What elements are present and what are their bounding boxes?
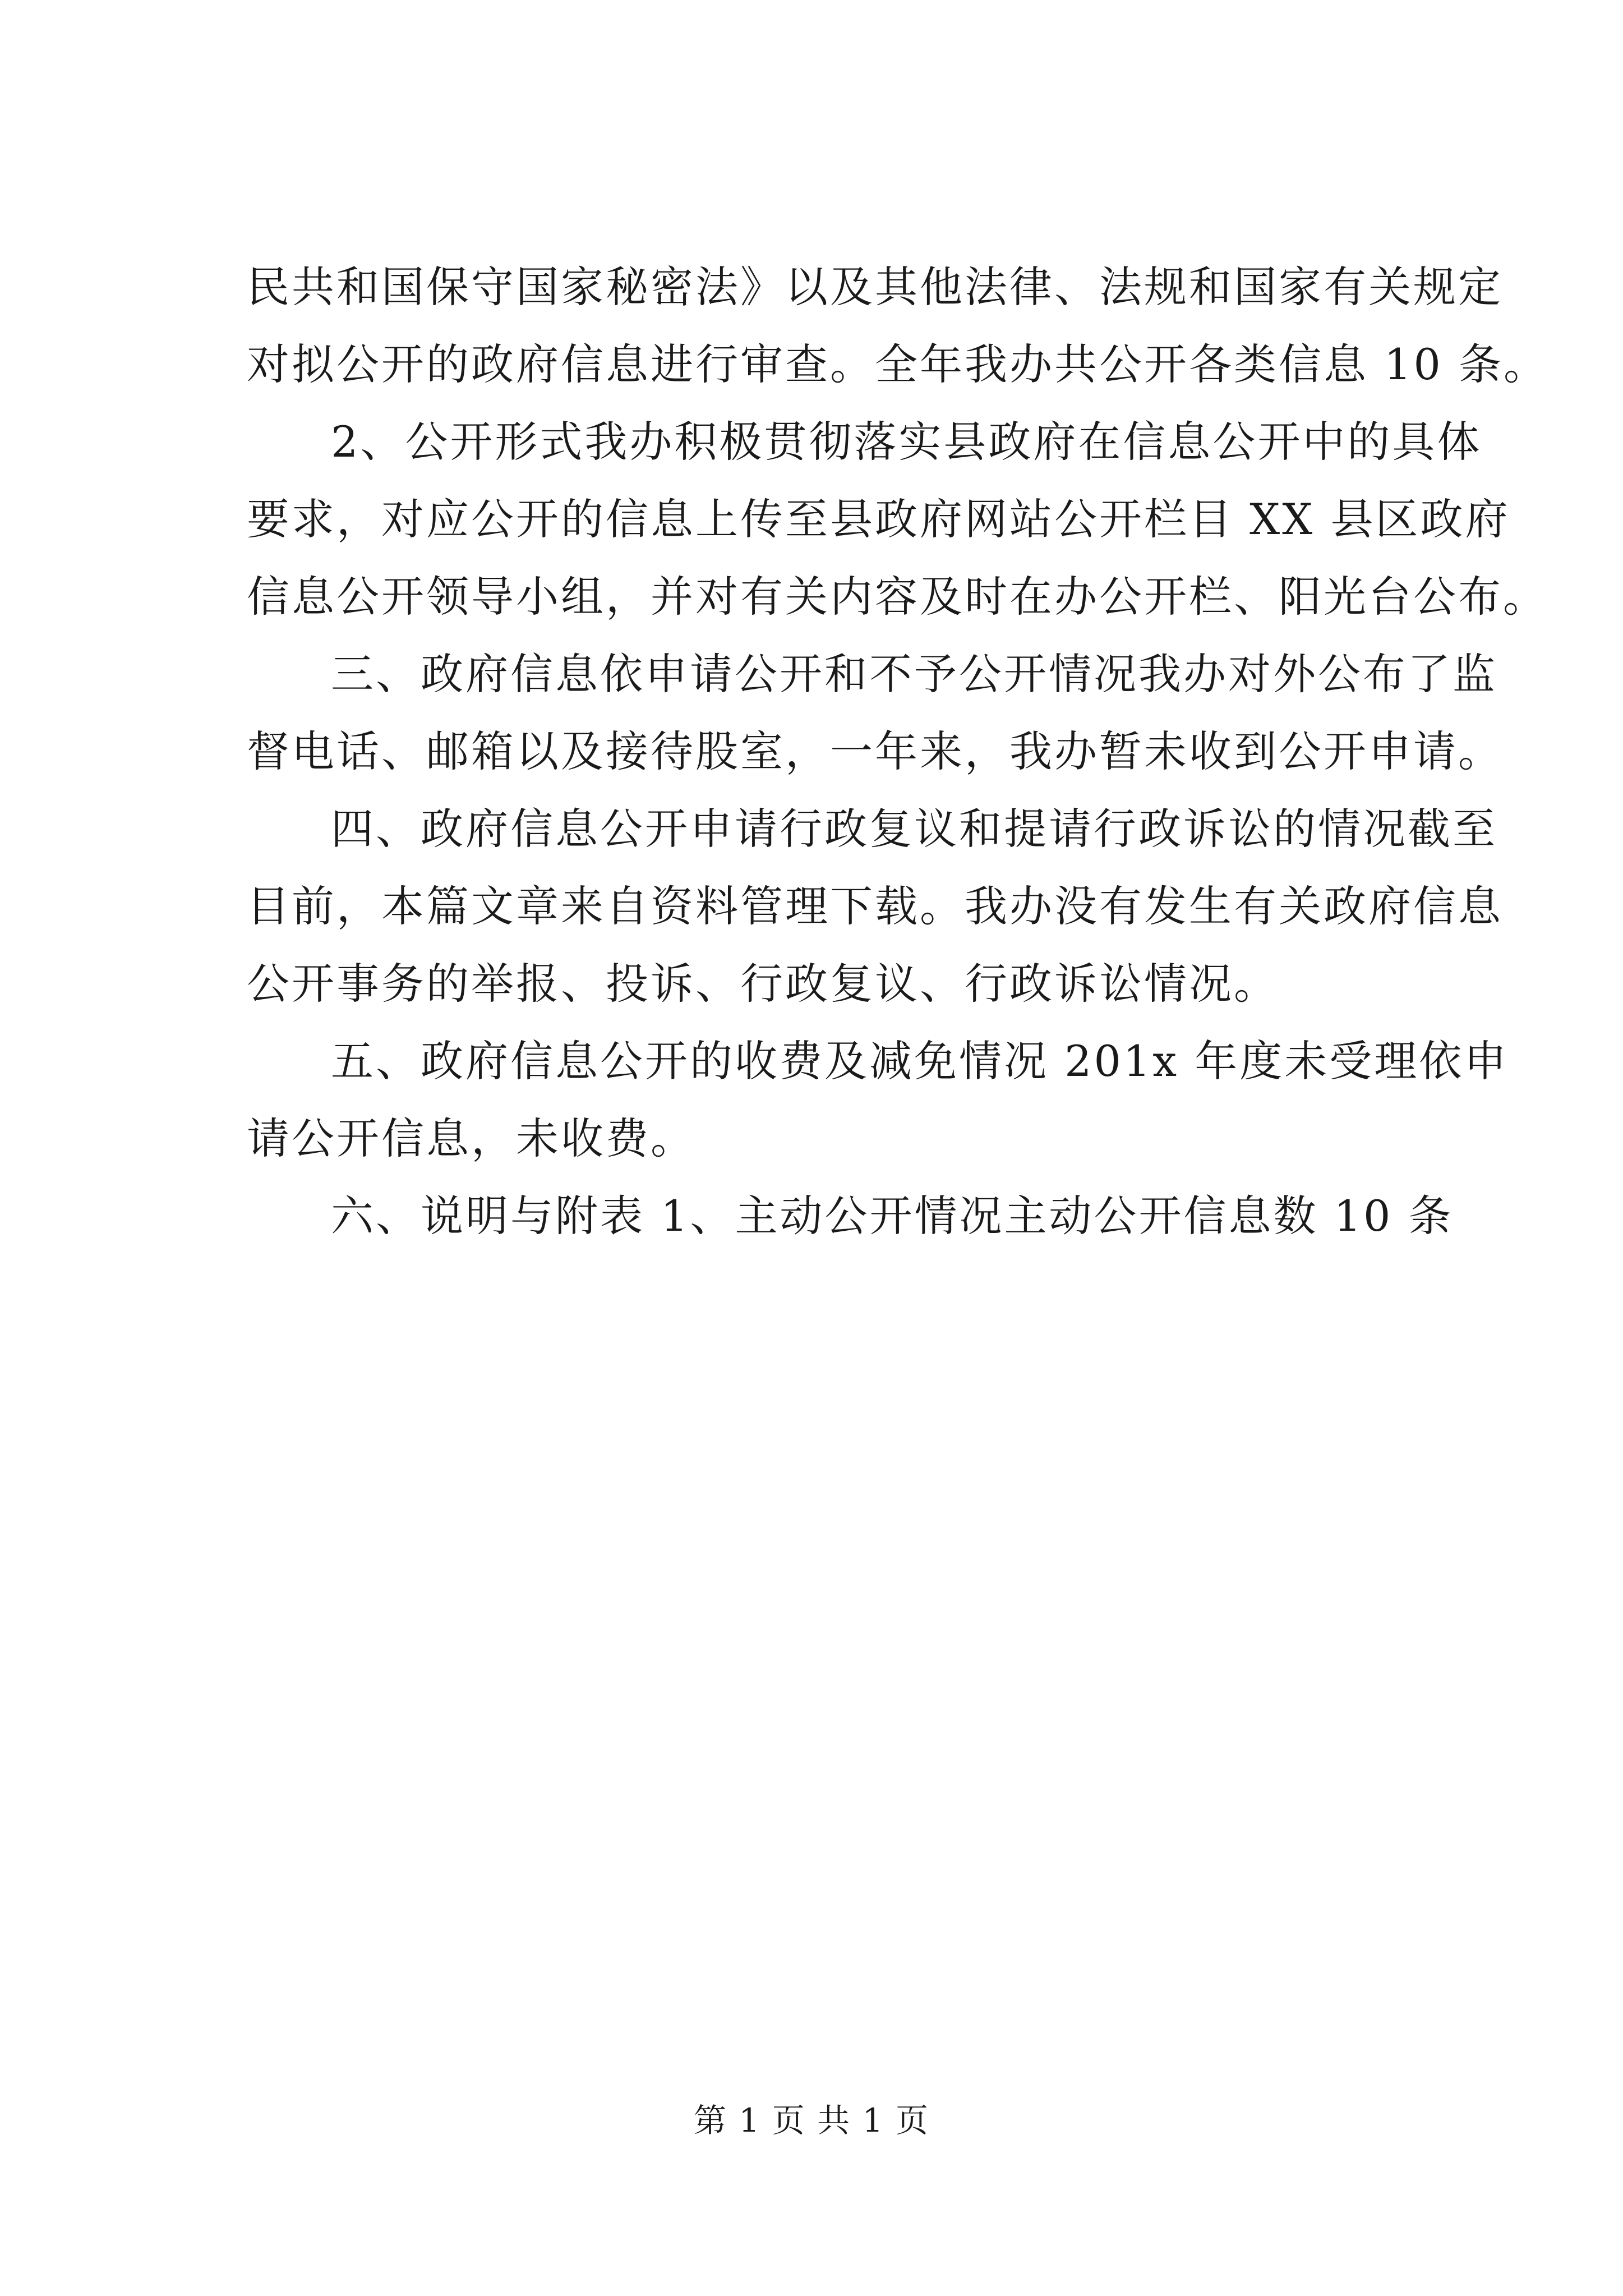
paragraph-line: 三、政府信息依申请公开和不予公开情况我办对外公布了监 [331,649,1497,699]
paragraph-line: 公开事务的举报、投诉、行政复议、行政诉讼情况。 [247,959,1279,1009]
paragraph-line: 六、说明与附表 1、主动公开情况主动公开信息数 10 条 [331,1191,1454,1241]
page-footer: 第 1 页 共 1 页 [694,2101,929,2139]
paragraph-line: 2、公开形式我办积极贯彻落实县政府在信息公开中的具体 [331,417,1482,467]
paragraph-line: 信息公开领导小组，并对有关内容及时在办公开栏、阳光台公布。 [247,572,1548,622]
paragraph-line: 要求，对应公开的信息上传至县政府网站公开栏目 XX 县区政府 [247,494,1510,544]
paragraph-line: 四、政府信息公开申请行政复议和提请行政诉讼的情况截至 [331,804,1497,854]
paragraph-line: 对拟公开的政府信息进行审查。全年我办共公开各类信息 10 条。 [247,339,1549,389]
paragraph-line: 目前，本篇文章来自资料管理下载。我办没有发生有关政府信息 [247,881,1503,931]
paragraph-line: 五、政府信息公开的收费及减免情况 201x 年度未受理依申 [331,1036,1509,1086]
paragraph-line: 督电话、邮箱以及接待股室，一年来，我办暂未收到公开申请。 [247,726,1503,776]
paragraph-line: 请公开信息，未收费。 [247,1114,695,1163]
paragraph-line: 民共和国保守国家秘密法》以及其他法律、法规和国家有关规定 [247,262,1503,312]
document-body [247,262,1549,1269]
